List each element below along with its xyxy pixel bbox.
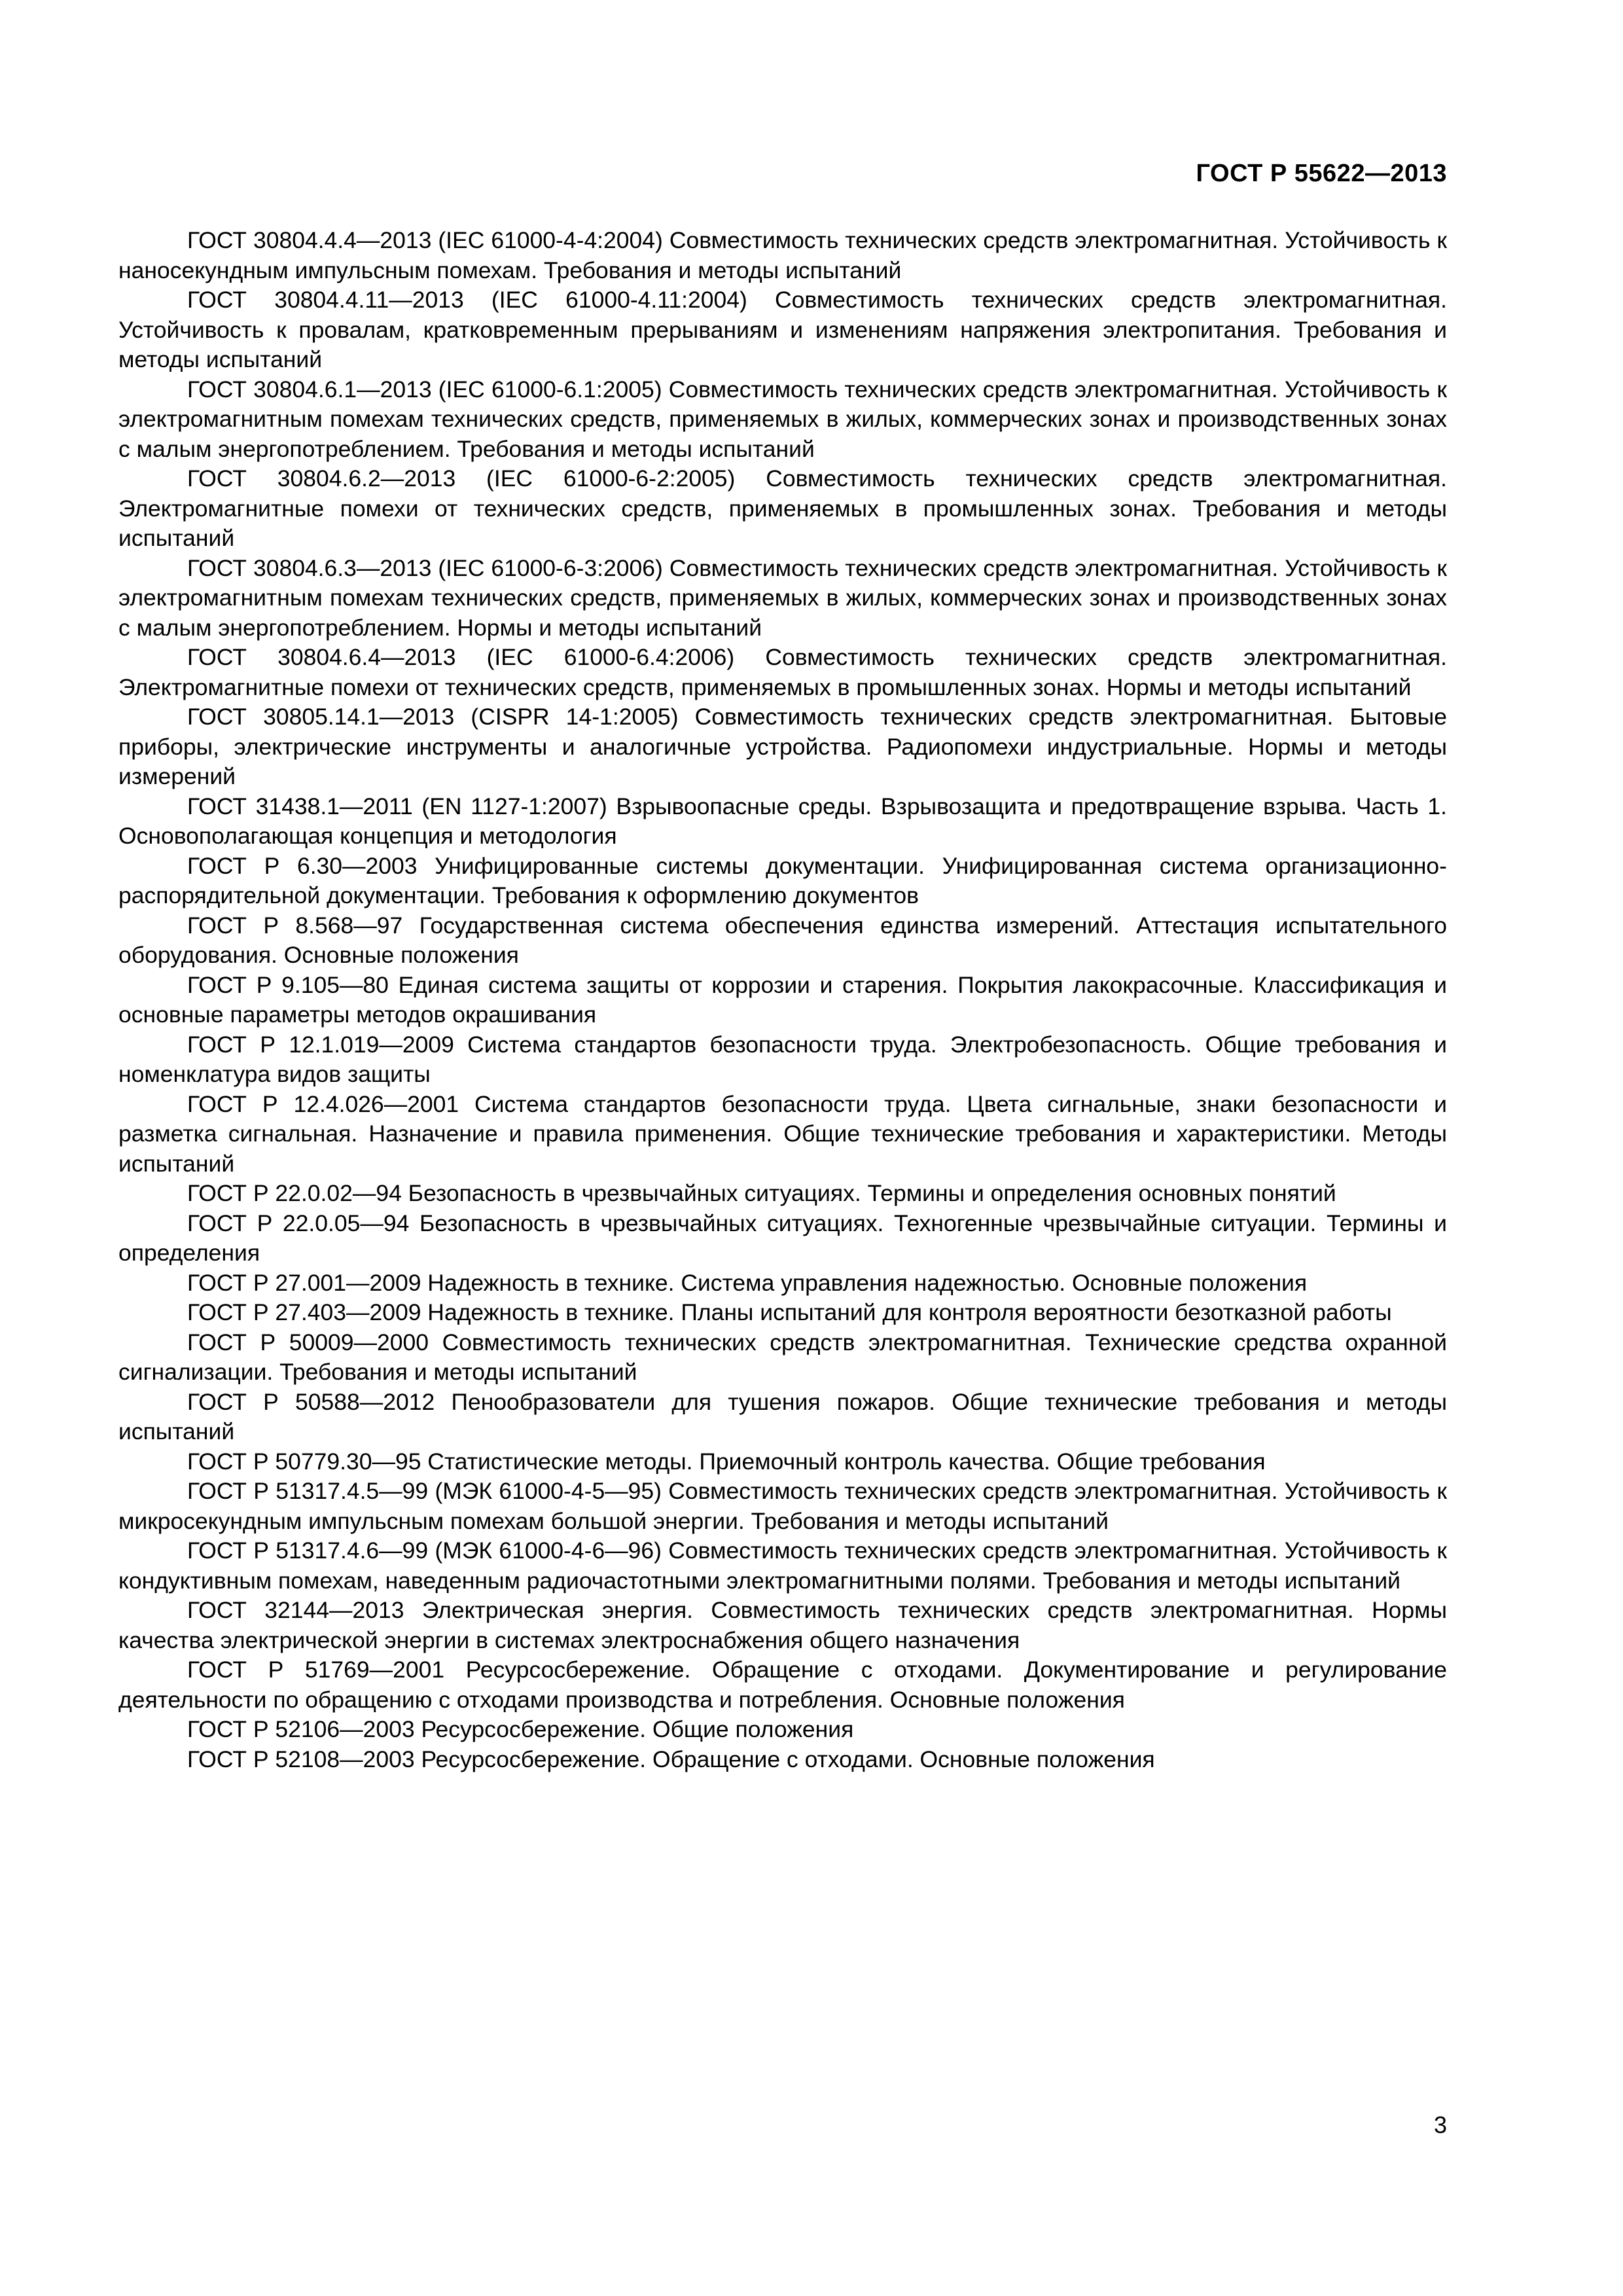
reference-entry: ГОСТ 30804.4.11—2013 (IEC 61000-4.11:2004) Совместимость технических средств электромагнитная. Устойчивость к провалам, кратковременным прерываниям и изменениям напряжения электропитания. Требования и методы испытаний xyxy=(118,287,1447,372)
reference-entry: ГОСТ Р 12.1.019—2009 Система стандартов безопасности труда. Электробезопасность. Общие требования и номенклатура видов защиты xyxy=(118,1031,1447,1087)
reference-entry: ГОСТ 30804.6.4—2013 (IEC 61000-6.4:2006) Совместимость технических средств электромагнитная. Электромагнитные помехи от технических средств, применяемых в промышленных зонах. Нормы и методы испытаний xyxy=(118,644,1447,700)
reference-entry: ГОСТ Р 51317.4.6—99 (МЭК 61000-4-6—96) Совместимость технических средств электромагнитная. Устойчивость к кондуктивным помехам, наведенным радиочастотными электромагнитными полями. Требования и методы испытаний xyxy=(118,1537,1447,1594)
page-number: 3 xyxy=(1433,2111,1447,2138)
reference-entry: ГОСТ Р 22.0.05—94 Безопасность в чрезвычайных ситуациях. Техногенные чрезвычайные ситуации. Термины и определения xyxy=(118,1210,1447,1266)
reference-entry: ГОСТ 30804.6.1—2013 (IEC 61000-6.1:2005) Совместимость технических средств электромагнитная. Устойчивость к электромагнитным помехам технических средств, применяемых в жилых, коммерческих зонах и производственных зонах с малым энергопотреблением. Требования и методы испытаний xyxy=(118,376,1447,462)
reference-entry: ГОСТ Р 27.001—2009 Надежность в технике. Система управления надежностью. Основные положения xyxy=(187,1269,1308,1296)
reference-entry: ГОСТ 30804.6.3—2013 (IEC 61000-6-3:2006) Совместимость технических средств электромагнитная. Устойчивость к электромагнитным помехам технических средств, применяемых в жилых, коммерческих зонах и производственных зонах с малым энергопотреблением. Нормы и методы испытаний xyxy=(118,554,1447,641)
reference-entry: ГОСТ Р 51317.4.5—99 (МЭК 61000-4-5—95) Совместимость технических средств электромагнитная. Устойчивость к микросекундным импульсным помехам большой энергии. Требования и методы испытаний xyxy=(118,1478,1447,1534)
reference-entry: ГОСТ 30804.6.2—2013 (IEC 61000-6-2:2005) Совместимость технических средств электромагнитная. Электромагнитные помехи от технических средств, применяемых в промышленных зонах. Требования и методы испытаний xyxy=(118,465,1447,551)
reference-entry: ГОСТ Р 50588—2012 Пенообразователи для тушения пожаров. Общие технические требования и методы испытаний xyxy=(118,1388,1447,1444)
reference-entry: ГОСТ Р 9.105—80 Единая система защиты от коррозии и старения. Покрытия лакокрасочные. Классификация и основные параметры методов окрашивания xyxy=(118,971,1447,1028)
normative-references-list xyxy=(118,226,1447,1774)
reference-entry: ГОСТ Р 50009—2000 Совместимость технических средств электромагнитная. Технические средства охранной сигнализации. Требования и методы испытаний xyxy=(118,1329,1447,1385)
reference-entry: ГОСТ Р 52108—2003 Ресурсосбережение. Обращение с отходами. Основные положения xyxy=(187,1746,1155,1772)
reference-entry: ГОСТ Р 52106—2003 Ресурсосбережение. Общие положения xyxy=(187,1716,854,1742)
reference-entry: ГОСТ Р 50779.30—95 Статистические методы. Приемочный контроль качества. Общие требования xyxy=(187,1448,1266,1475)
reference-entry: ГОСТ Р 22.0.02—94 Безопасность в чрезвычайных ситуациях. Термины и определения основных понятий xyxy=(187,1180,1336,1206)
reference-entry: ГОСТ Р 6.30—2003 Унифицированные системы документации. Унифицированная система организационно-распорядительной документации. Требования к оформлению документов xyxy=(118,852,1447,908)
reference-entry: ГОСТ 30804.4.4—2013 (IEC 61000-4-4:2004) Совместимость технических средств электромагнитная. Устойчивость к наносекундным импульсным помехам. Требования и методы испытаний xyxy=(118,227,1447,283)
reference-entry: ГОСТ 32144—2013 Электрическая энергия. Совместимость технических средств электромагнитная. Нормы качества электрической энергии в системах электроснабжения общего назначения xyxy=(118,1597,1447,1653)
document-code-header: ГОСТ Р 55622—2013 xyxy=(1196,160,1447,187)
reference-entry: ГОСТ Р 8.568—97 Государственная система обеспечения единства измерений. Аттестация испытательного оборудования. Основные положения xyxy=(118,912,1447,968)
reference-entry: ГОСТ 30805.14.1—2013 (CISPR 14-1:2005) Совместимость технических средств электромагнитная. Бытовые приборы, электрические инструменты и аналогичные устройства. Радиопомехи индустриальные. Нормы и методы измерений xyxy=(118,704,1447,789)
reference-entry: ГОСТ Р 51769—2001 Ресурсосбережение. Обращение с отходами. Документирование и регулирование деятельности по обращению с отходами производства и потребления. Основные положения xyxy=(118,1657,1447,1713)
reference-entry: ГОСТ 31438.1—2011 (EN 1127-1:2007) Взрывоопасные среды. Взрывозащита и предотвращение взрыва. Часть 1. Основополагающая концепция и методология xyxy=(118,793,1447,849)
reference-entry: ГОСТ Р 27.403—2009 Надежность в технике. Планы испытаний для контроля вероятности безотказной работы xyxy=(187,1299,1392,1325)
reference-entry: ГОСТ Р 12.4.026—2001 Система стандартов безопасности труда. Цвета сигнальные, знаки безопасности и разметка сигнальная. Назначение и правила применения. Общие технические требования и характеристики. Методы испытаний xyxy=(118,1090,1447,1177)
